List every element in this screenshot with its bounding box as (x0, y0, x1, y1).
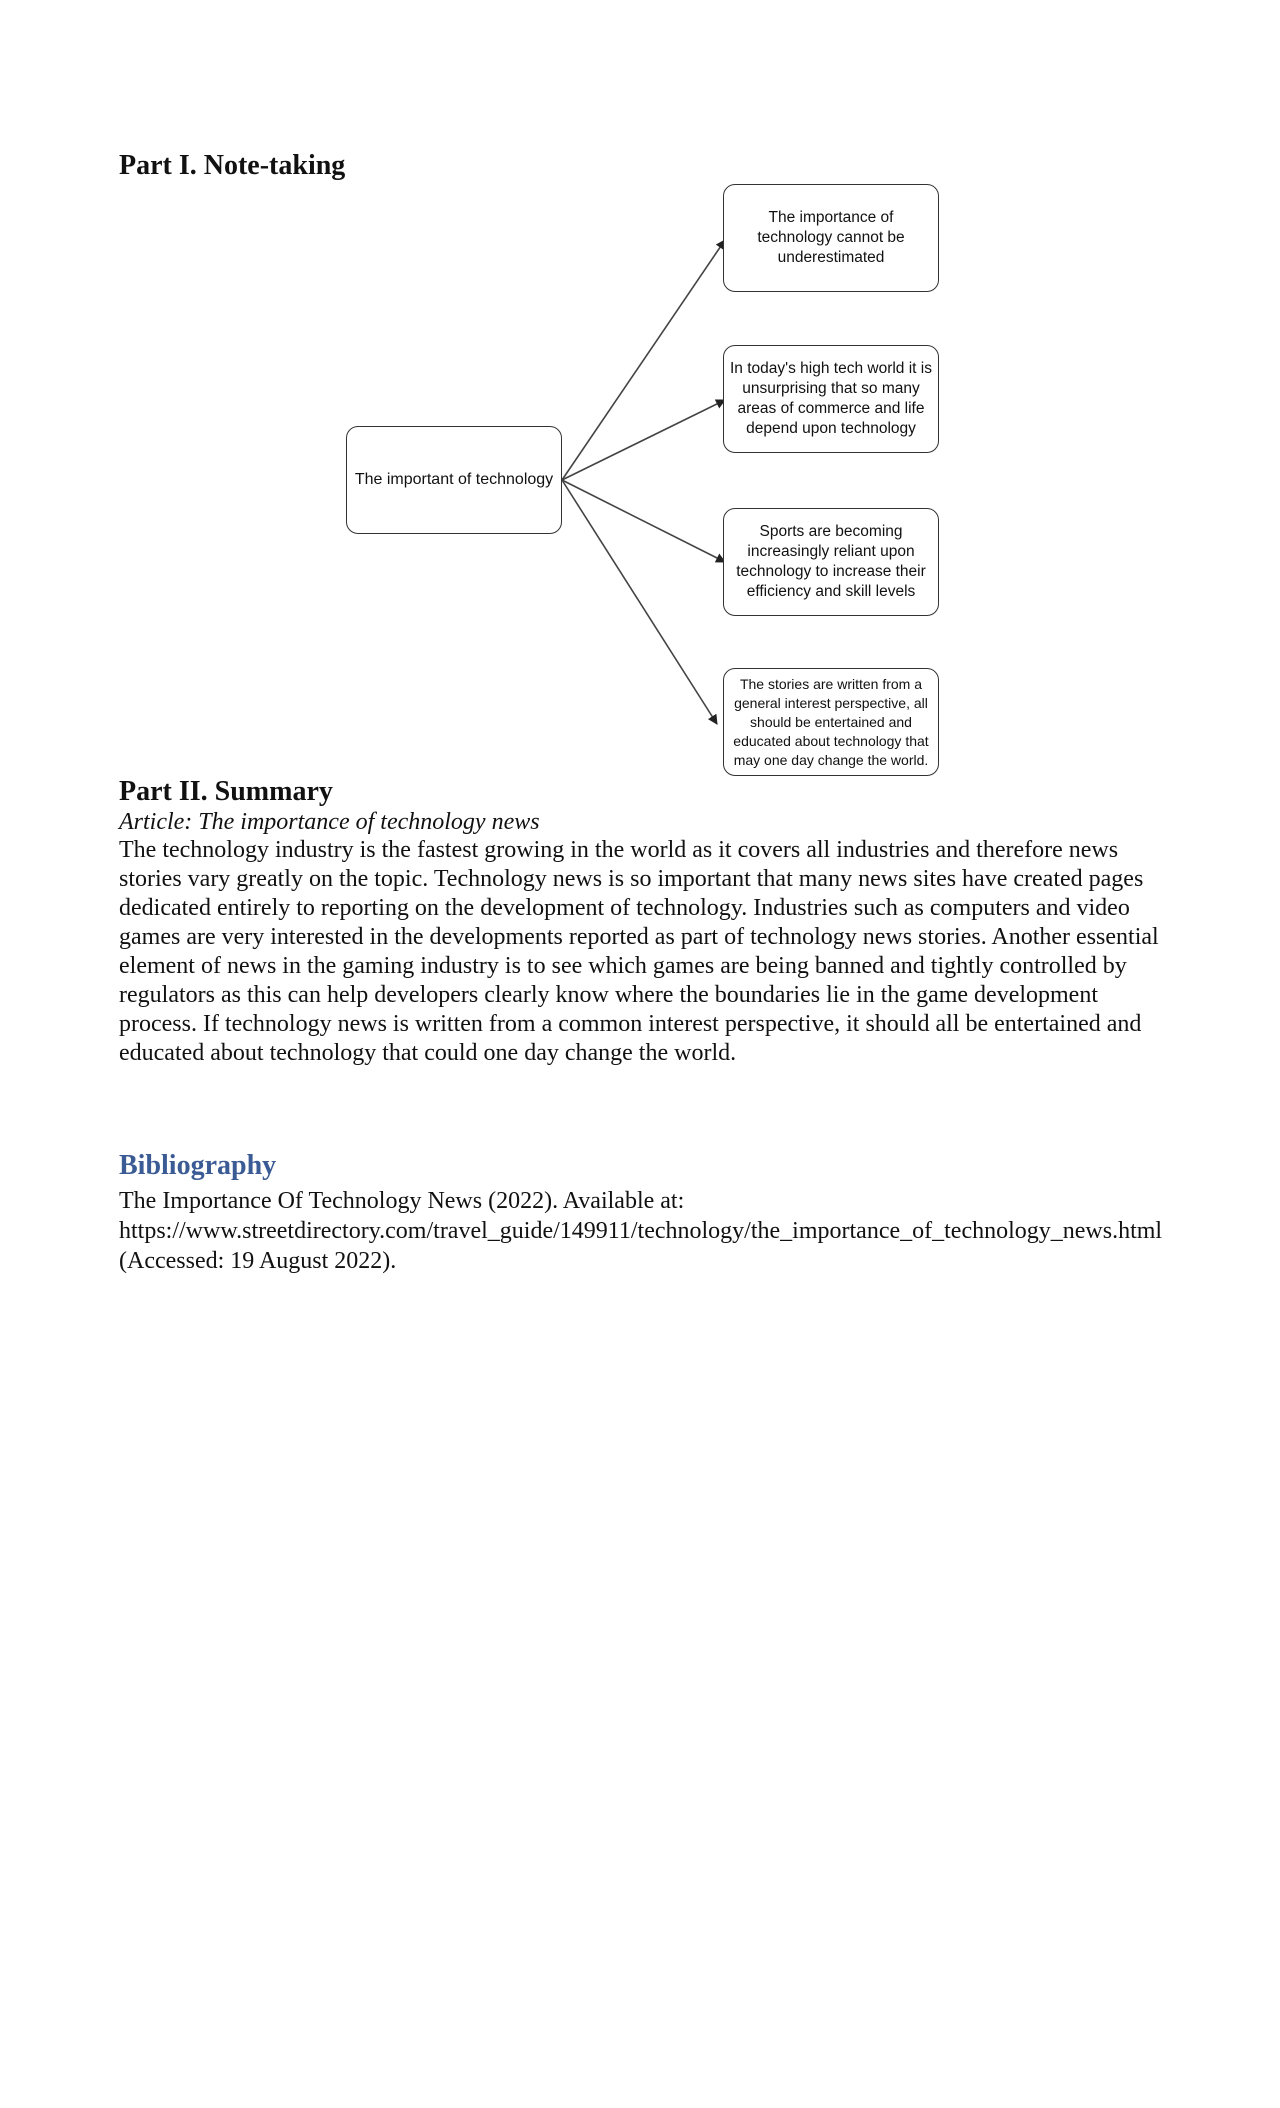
mind-map-connectors (0, 0, 1280, 800)
node-4-line: educated about technology that (733, 732, 929, 749)
article-title: Article: The importance of technology news (119, 809, 540, 835)
node-3-line: Sports are becoming (759, 523, 903, 540)
bibliography-entry (119, 1186, 1189, 1276)
node-3-line: technology to increase their (736, 563, 926, 580)
node-4-line: should be entertained and (750, 713, 912, 730)
branch-node-3 (723, 508, 939, 616)
node-4-line: may one day change the world. (733, 751, 929, 768)
node-1-line: underestimated (777, 249, 885, 266)
branch-node-4 (723, 668, 939, 776)
branch-node-1 (723, 184, 939, 292)
summary-paragraph: The technology industry is the fastest growing in the world as it covers all industries and therefore news stories vary greatly on the topic. Technology news is so important that many news sites have created pages dedicated entirely to reporting on the development of technology. Industries such as computers and video games are very interested in the developments reported as part of technology news stories. Another essential element of news in the gaming industry is to see which games are being banned and tightly controlled by regulators as this can help developers clearly know where the boundaries lie in the game development process. If technology news is written from a common interest perspective, it should all be entertained and educated about technology that could one day change the world. (119, 837, 1159, 1066)
branch-node-2 (723, 345, 939, 453)
node-2-line: In today's high tech world it is (730, 360, 932, 377)
node-2-line: areas of commerce and life (737, 400, 925, 417)
bibliography-url: https://www.streetdirectory.com/travel_guide/149911/technology/the_importance_of_technology_news.html (Accessed: 19 August 2022). (119, 1218, 1163, 1274)
node-3-line: increasingly reliant upon (747, 543, 915, 560)
node-1-line: The importance of (768, 209, 894, 226)
connector-arrow-4 (562, 480, 717, 724)
connector-arrow-2 (562, 400, 725, 480)
node-2-line: unsurprising that so many (742, 380, 920, 397)
connector-arrow-3 (562, 480, 725, 562)
node-4-line: The stories are written from a (739, 675, 923, 692)
part2-heading: Part II. Summary (119, 776, 333, 807)
root-node (346, 426, 562, 534)
connector-arrow-1 (562, 240, 725, 480)
node-1-line: technology cannot be (757, 229, 905, 246)
bibliography-line: The Importance Of Technology News (2022). Available at: (119, 1188, 685, 1214)
root-node-label: The important of technology (354, 471, 554, 488)
node-4-line: general interest perspective, all (734, 694, 928, 711)
node-3-line: efficiency and skill levels (746, 583, 916, 600)
node-2-line: depend upon technology (746, 420, 916, 437)
bibliography-heading: Bibliography (119, 1150, 277, 1181)
part1-heading: Part I. Note-taking (119, 150, 346, 181)
